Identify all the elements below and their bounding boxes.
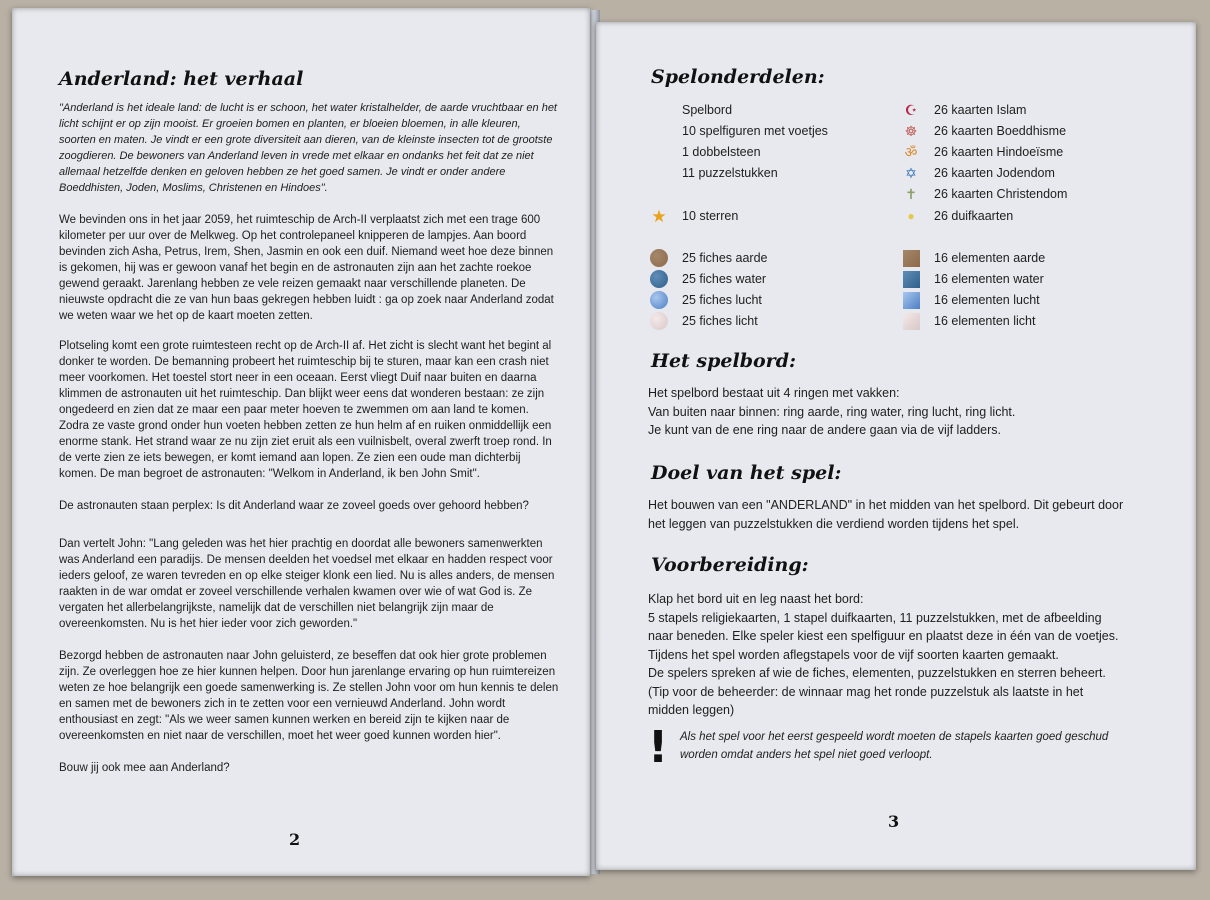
dharma-wheel-icon: ☸ — [904, 123, 918, 139]
component-label: 16 elementen aarde — [934, 251, 1046, 265]
component-item — [902, 100, 1026, 120]
component-label: 16 elementen licht — [934, 314, 1036, 328]
story-title: Anderland: het verhaal — [59, 68, 304, 90]
component-item — [902, 206, 1013, 226]
goal-text — [648, 496, 1123, 533]
disc-earth-icon — [650, 249, 668, 267]
prep-line: Klap het bord uit en leg naast het bord: — [648, 592, 864, 606]
component-label: 25 fiches aarde — [682, 251, 768, 265]
disc-light-icon — [650, 312, 668, 330]
prep-text — [648, 590, 1118, 720]
component-label: 16 elementen lucht — [934, 293, 1040, 307]
blank-icon — [650, 164, 668, 182]
om-icon: ॐ — [904, 144, 918, 160]
disc-earth-swatch — [650, 249, 668, 267]
component-item — [650, 248, 767, 268]
crescent-icon: ☪ — [904, 102, 918, 118]
component-item — [902, 184, 1067, 204]
prep-line: De spelers spreken af wie de fiches, elementen, puzzelstukken en sterren beheert. — [648, 666, 1106, 680]
component-item — [650, 311, 758, 331]
tile-earth-icon — [902, 249, 920, 267]
story-paragraph-2: Plotseling komt een grote ruimtesteen recht op de Arch-II af. Het zicht is slecht want het begint al donker te worden. De bemanning probeert het ruimteschip bij te sturen, maar kan een crash niet meer voorkomen. Het toestel stort neer in een oceaan. Eerst vliegt Duif naar buiten en daarna klimmen de astronauten uit het ruimteschip. Dan blijkt weer eens dat wonderen bestaan: ze zijn ongedeerd en zien dat ze maar een paar meter hoeven te zwemmen om aan land te komen. Zodra ze vaste grond onder hun voeten hebben zetten ze hun helm af en ruiken onmiddellijk een enorme stank. Het strand waar ze nu zijn ziet eruit als een vuilnisbelt, overal zwerft troep rond. In de verte zien ze iets bewegen, er komt iemand aan lopen. Ze zien een oude man dichterbij komen. De man begroet de astronauten: "Welkom in Anderland, ik ben John Smit". — [59, 340, 552, 480]
board-line: Je kunt van de ene ring naar de andere gaan via de vijf ladders. — [648, 423, 1002, 437]
prep-line: 5 stapels religiekaarten, 1 stapel duifkaarten, 11 puzzelstukken, met de afbeelding — [648, 610, 1102, 625]
component-item — [902, 290, 1040, 310]
goal-line: Het bouwen van een "ANDERLAND" in het midden van het spelbord. Dit gebeurt door — [648, 498, 1124, 512]
component-label: Spelbord — [682, 103, 733, 117]
page-number-right: 3 — [888, 812, 900, 831]
tile-light-swatch — [903, 313, 920, 330]
component-label: 10 sterren — [682, 209, 739, 223]
component-item — [902, 269, 1044, 289]
component-item — [902, 121, 1066, 141]
component-label: 26 duifkaarten — [934, 209, 1014, 223]
page-number-left: 2 — [289, 830, 301, 849]
prep-title: Voorbereiding: — [651, 554, 809, 576]
component-item — [902, 163, 1055, 183]
tile-light-icon — [902, 312, 920, 330]
cross-icon: ✝ — [905, 186, 917, 202]
component-label: 26 kaarten Christendom — [934, 187, 1068, 201]
tile-air-icon — [902, 291, 920, 309]
goal-line: het leggen van puzzelstukken die verdiend worden tijdens het spel. — [648, 516, 1020, 531]
story-intro: "Anderland is het ideale land: de lucht is er schoon, het water kristalhelder, de aarde vruchtbaar en het licht schijnt er op zijn mooist. Er groeien bomen en planten, er bloeien bloemen, in alle kleuren, soorten en maten. Je vindt er een grote diversiteit aan dieren, van de kleinste insecten tot de grootste zoogdieren. De bewoners van Anderland leven in vrede met elkaar en ondanks het feit dat ze niet allemaal hetzelfde denken en geloven hebben ze het goed samen. Je vindt er onder andere Boeddhisten, Joden, Moslims, Christenen en Hindoes". — [59, 102, 557, 194]
component-item — [650, 121, 828, 141]
note-line: Als het spel voor het eerst gespeeld wordt moeten de stapels kaarten goed geschud — [680, 731, 1109, 743]
note-text — [680, 728, 1150, 764]
tile-water-icon — [902, 270, 920, 288]
component-item — [650, 100, 732, 120]
component-item — [650, 290, 762, 310]
star-of-david-icon: ✡ — [905, 165, 917, 181]
goal-title: Doel van het spel: — [651, 462, 842, 484]
disc-air-icon — [650, 291, 668, 309]
blank-icon — [650, 101, 668, 119]
story-paragraph-4: Bezorgd hebben de astronauten naar John geluisterd, ze beseffen dat ook hier grote problemen zijn. Ze overleggen hoe ze hier kunnen helpen. Door hun jarenlange ervaring op hun ruimtereizen weten ze hoe belangrijk een goede samenwerking is. Ze stellen John voor om hun kennis te delen en samen met de bewoners zich in te zetten voor een vernieuwd Anderland. John wordt enthousiast en zegt: "Als we weer samen kunnen werken en bereid zijn te kijken naar de overeenkomsten en niet naar de verschillen, moet het weer goed kunnen worden hier". — [59, 650, 559, 742]
blank-icon — [650, 143, 668, 161]
story-paragraph-1: We bevinden ons in het jaar 2059, het ruimteschip de Arch-II verplaatst zich met een trage 600 kilometer per uur over de Melkweg. Op het controlepaneel knipperen de lampjes. Aan boord bevinden zich Asha, Petrus, Irem, Shen, Jasmin en ook een duif. Niemand weet hoe deze binnen is gekomen, hij was er gewoon vanaf het begin en de astronauten zijn aan het zachte roekoe gewend geraakt. Jarenlang hebben ze vele reizen gemaakt naar verschillende planeten. De nieuwste opdracht die ze van hun baas gekregen hebben luidt : ga op zoek naar Anderland zodat we weten waar we het op de kaart moeten zetten. — [59, 214, 554, 322]
disc-water-swatch — [650, 270, 668, 288]
tile-air-swatch — [903, 292, 920, 309]
page-left — [12, 8, 590, 876]
component-label: 26 kaarten Islam — [934, 103, 1027, 117]
prep-line: naar beneden. Elke speler kiest een spelfiguur en plaatst deze in één van de voetjes. — [648, 629, 1119, 643]
tile-earth-swatch — [903, 250, 920, 267]
component-label: 26 kaarten Hindoeïsme — [934, 145, 1064, 159]
component-item — [650, 269, 766, 289]
component-item — [650, 163, 778, 183]
story-paragraph-3: Dan vertelt John: "Lang geleden was het hier prachtig en doordat alle bewoners samenwerkten was Anderland een paradijs. De mensen deelden het voedsel met elkaar en hadden respect voor ieders geloof, ze waren tevreden en op elke steiger klonk een lied. Nu is alles anders, de mensen raakten in de war omdat er zoveel verschillende verhalen kwamen over wie of wat God is. Ze vergaten het allerbelangrijkste, namelijk dat de verschillen niet belangrijk zijn maar de overeenkomsten. Nu is het hier ieder voor zich geworden." — [59, 538, 555, 630]
component-label: 10 spelfiguren met voetjes — [682, 124, 828, 138]
disc-water-icon — [650, 270, 668, 288]
component-label: 16 elementen water — [934, 272, 1044, 286]
components-title: Spelonderdelen: — [651, 66, 825, 88]
page-right — [596, 22, 1196, 870]
board-line: Het spelbord bestaat uit 4 ringen met vakken: — [648, 386, 900, 400]
component-label: 25 fiches water — [682, 272, 767, 286]
board-line: Van buiten naar binnen: ring aarde, ring water, ring lucht, ring licht. — [648, 404, 1016, 419]
prep-line: (Tip voor de beheerder: de winnaar mag het ronde puzzelstuk als laatste in het — [648, 684, 1084, 699]
prep-line: Tijdens het spel worden aflegstapels voor de vijf soorten kaarten gemaakt. — [648, 647, 1059, 662]
tile-water-swatch — [903, 271, 920, 288]
blank-icon — [650, 122, 668, 140]
note-line: worden omdat anders het spel niet goed verloopt. — [680, 749, 933, 761]
exclamation-icon: ! — [648, 722, 669, 773]
component-item — [650, 142, 761, 162]
component-label: 26 kaarten Jodendom — [934, 166, 1055, 180]
component-label: 11 puzzelstukken — [682, 166, 778, 180]
story-paragraph-2b: De astronauten staan perplex: Is dit Anderland waar ze zoveel goeds over gehoord hebben? — [59, 500, 529, 512]
component-label: 26 kaarten Boeddhisme — [934, 124, 1067, 138]
component-item — [650, 206, 738, 226]
board-title: Het spelbord: — [651, 350, 796, 372]
story-paragraph-5: Bouw jij ook mee aan Anderland? — [59, 762, 230, 774]
component-item — [902, 311, 1035, 331]
prep-line: midden leggen) — [648, 703, 735, 717]
component-label: 25 fiches licht — [682, 314, 758, 328]
disc-air-swatch — [650, 291, 668, 309]
component-label: 25 fiches lucht — [682, 293, 762, 307]
board-text — [648, 384, 1015, 440]
star-icon: ★ — [651, 206, 667, 226]
dove-icon: ● — [907, 209, 915, 223]
disc-light-swatch — [650, 312, 668, 330]
component-item — [902, 142, 1063, 162]
component-label: 1 dobbelsteen — [682, 145, 761, 159]
component-item — [902, 248, 1045, 268]
